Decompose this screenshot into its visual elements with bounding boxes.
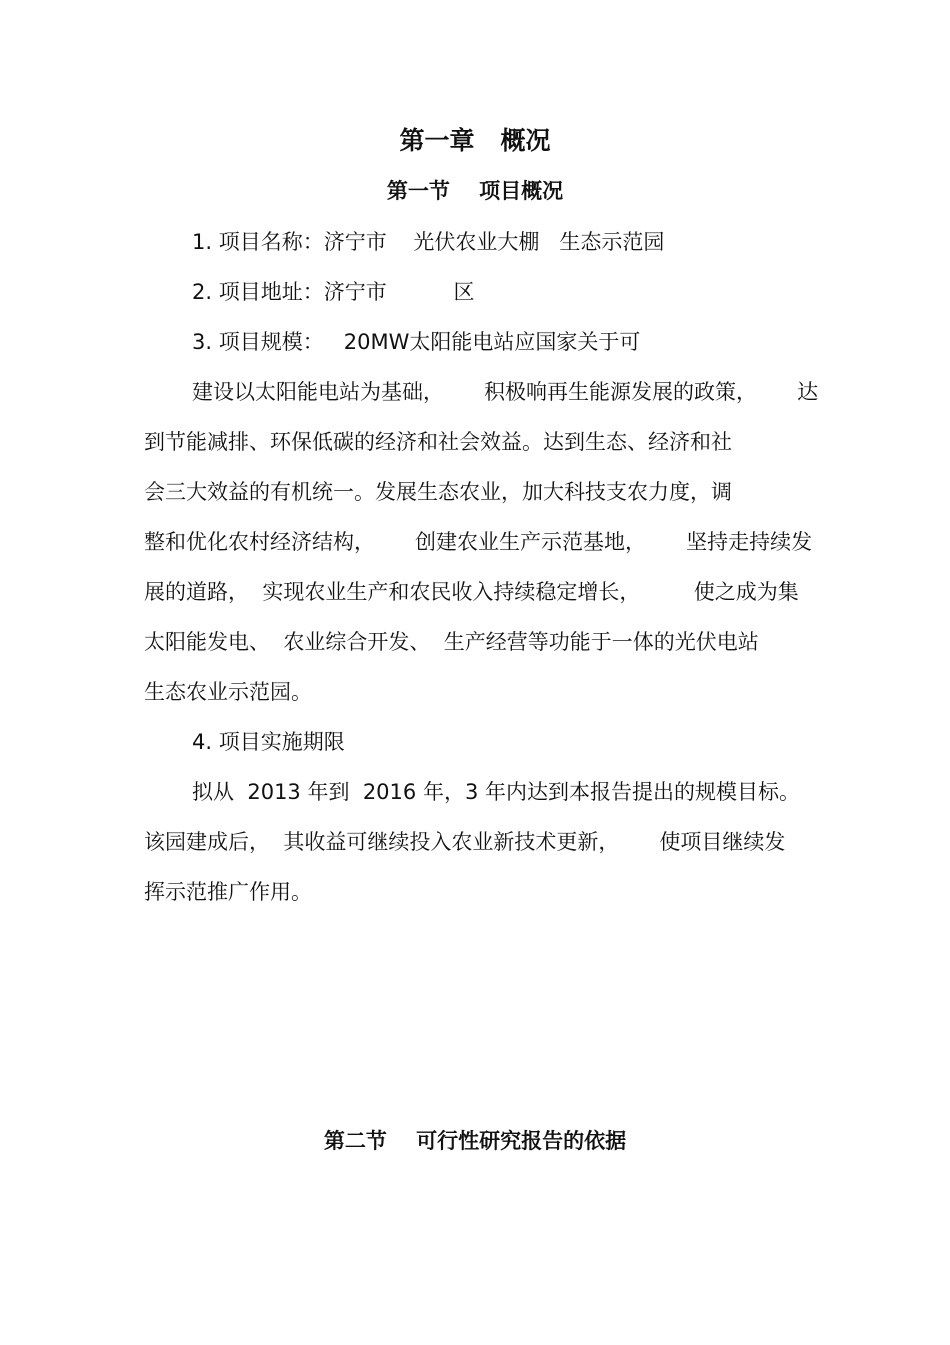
section-title-feasibility-basis: 第二节 可行性研究报告的依据 xyxy=(323,1129,627,1153)
paragraph-line: 该园建成后， 其收益可继续投入农业新技术更新， 使项目继续发 xyxy=(144,830,786,854)
paragraph-line: 整和优化农村经济结构， 创建农业生产示范基地， 坚持走持续发 xyxy=(144,530,813,554)
paragraph-line: 拟从 2013 年到 2016 年，3 年内达到本报告提出的规模目标。 xyxy=(192,780,800,804)
implementation-period-heading: 4. 项目实施期限 xyxy=(192,730,345,754)
project-scale-line: 3. 项目规模： 20MW太阳能电站应国家关于可 xyxy=(192,330,641,354)
project-address-line: 2. 项目地址：济宁市 区 xyxy=(192,280,475,304)
paragraph-line: 到节能减排、环保低碳的经济和社会效益。达到生态、经济和社 xyxy=(144,430,732,454)
paragraph-line: 建设以太阳能电站为基础， 积极响再生能源发展的政策， 达 xyxy=(192,380,819,404)
paragraph-line: 会三大效益的有机统一。发展生态农业，加大科技支农力度，调 xyxy=(144,480,732,504)
project-name-line: 1. 项目名称：济宁市 光伏农业大棚 生态示范园 xyxy=(192,230,665,254)
section-title-project-overview: 第一节 项目概况 xyxy=(386,179,564,203)
chapter-title: 第一章 概况 xyxy=(399,126,551,155)
paragraph-line: 挥示范推广作用。 xyxy=(144,880,312,904)
paragraph-line: 生态农业示范园。 xyxy=(144,680,312,704)
paragraph-line: 太阳能发电、 农业综合开发、 生产经营等功能于一体的光伏电站 xyxy=(144,630,759,654)
paragraph-line: 展的道路， 实现农业生产和农民收入持续稳定增长， 使之成为集 xyxy=(144,580,799,604)
